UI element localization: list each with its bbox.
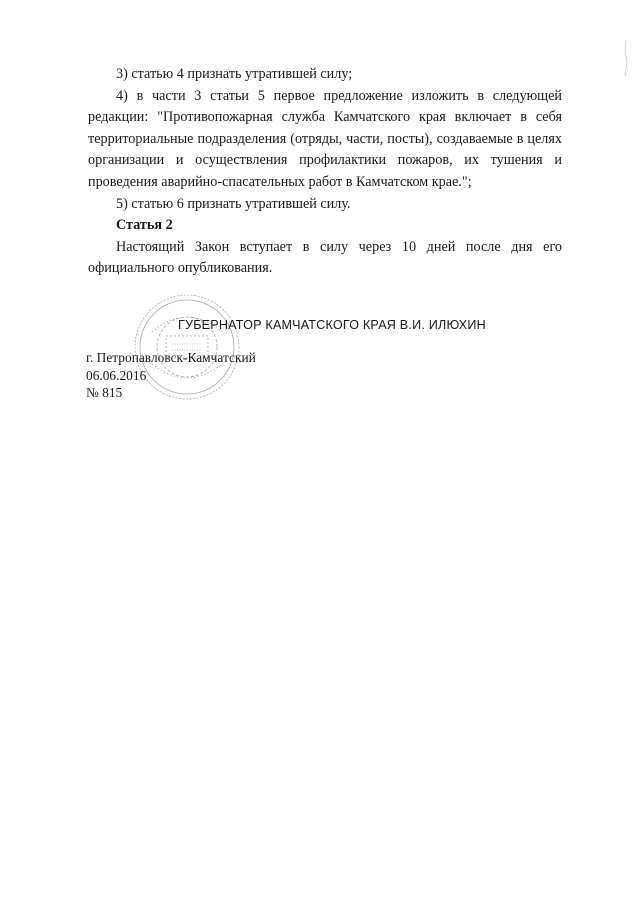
place-of-signing: г. Петропавловск-Камчатский [86, 350, 256, 365]
list-item: 5) статью 6 признать утратившей силу. [116, 195, 351, 212]
document-date: 06.06.2016 [86, 367, 147, 383]
signature-line: ГУБЕРНАТОР КАМЧАТСКОГО КРАЯ В.И. ИЛЮХИН [178, 318, 486, 332]
article-heading: Статья 2 [116, 217, 173, 234]
list-item: 4) в части 3 статьи 5 первое предложение изложить в следующей редакции: "Противопожарная служба Камчатского края включает в себя территориальные подразделения (отряды, части, посты), создаваемые в целях организации и осуществления профилактики пожаров, их тушения и проведения аварийно-спасательных работ в Камчатском крае."; [88, 87, 562, 190]
article-text: Настоящий Закон вступает в силу через 10 дней после дня его официального опубликования. [88, 238, 562, 277]
list-item: 3) статью 4 признать утратившей силу; [116, 66, 353, 82]
document-body [88, 64, 562, 280]
margin-mark-icon [622, 40, 630, 76]
document-footer [86, 349, 256, 402]
document-number: № 815 [86, 385, 123, 401]
